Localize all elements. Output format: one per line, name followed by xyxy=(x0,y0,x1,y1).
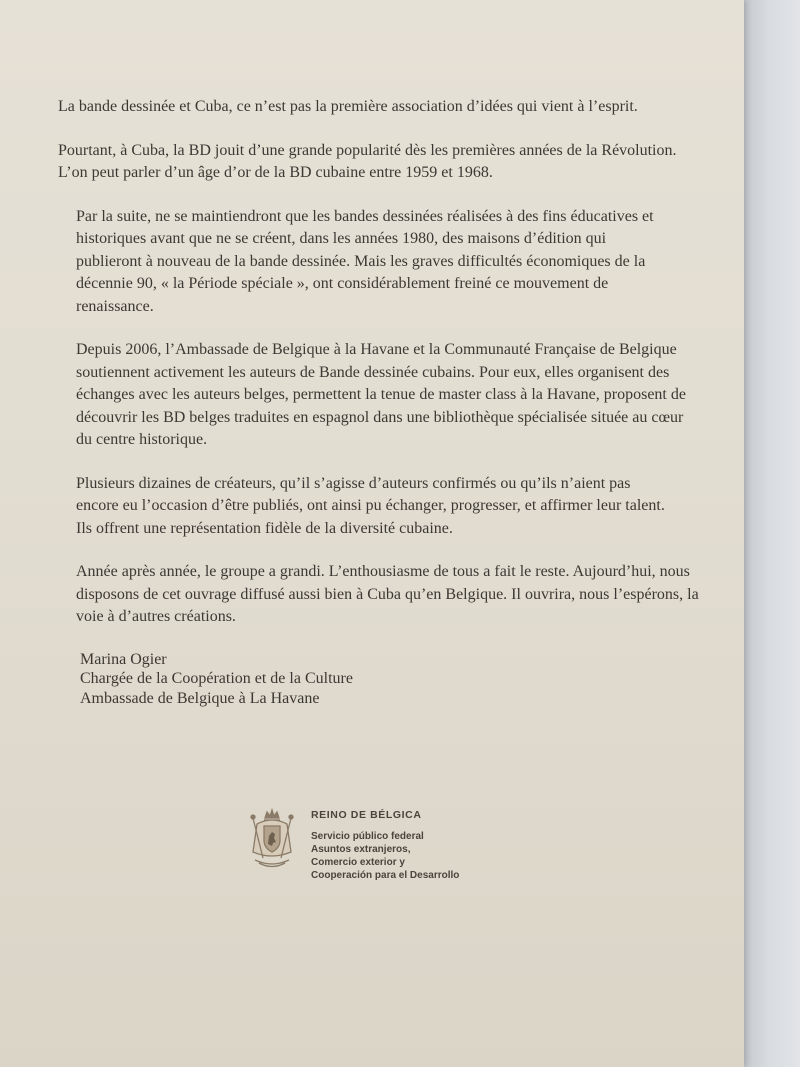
signature-role: Chargée de la Coopération et de la Culture xyxy=(80,670,353,687)
ministry-line: Comercio exterior y xyxy=(311,857,405,868)
ministry-title: REINO DE BÉLGICA xyxy=(311,809,422,821)
belgian-royal-coat-of-arms-icon xyxy=(245,808,299,870)
paragraph-3: Par la suite, ne se maintiendront que les bandes dessinées réalisées à des fins éducatives et historiques avant que ne se créent, dans les années 1980, des maisons d’édition qui publieront à nouveau de la bande dessinée. Mais les graves difficultés économiques de la décennie 90, « la Période spéciale », ont considérablement freiné ce mouvement de renaissance. xyxy=(76,207,654,315)
ministry-line: Asuntos extranjeros, xyxy=(311,844,411,855)
paragraph-4: Depuis 2006, l’Ambassade de Belgique à la Havane et la Communauté Française de Belgique soutiennent activement les auteurs de Bande dessinée cubains. Pour eux, elles organisent des échanges avec les auteurs belges, permettent la tenue de master class à la Havane, proposent de découvrir les BD belges traduites en espagnol dans une bibliothèque spécialisée située au cœur du centre historique. xyxy=(76,341,686,448)
paragraph-2: Pourtant, à Cuba, la BD jouit d’une grande popularité dès les premières années de la Révolution. L’on peut parler d’un âge d’or de la BD cubaine entre 1959 et 1968. xyxy=(58,141,677,181)
preface-text xyxy=(58,96,698,708)
ministry-line: Servicio público federal xyxy=(311,831,424,842)
signature-name: Marina Ogier xyxy=(80,650,167,668)
background-surface xyxy=(742,0,800,1067)
ministry-line: Cooperación para el Desarrollo xyxy=(311,870,460,881)
paragraph-5: Plusieurs dizaines de créateurs, qu’il s’agisse d’auteurs confirmés ou qu’ils n’aient pas encore eu l’occasion d’être publiés, ont ainsi pu échanger, progresser, et affirmer leur talent. Ils offrent une représentation fidèle de la diversité cubaine. xyxy=(76,474,665,537)
paragraph-1: La bande dessinée et Cuba, ce n’est pas la première association d’idées qui vient à l’esprit. xyxy=(58,98,638,115)
ministry-block xyxy=(311,809,459,882)
paragraph-6: Année après année, le groupe a grandi. L’enthousiasme de tous a fait le reste. Aujourd’hui, nous disposons de cet ouvrage diffusé aussi bien à Cuba qu’en Belgique. Il ouvrira, nous l’espérons, la voie à d’autres créations. xyxy=(76,563,699,625)
signature-organization: Ambassade de Belgique à La Havane xyxy=(80,689,320,707)
signature-block xyxy=(80,650,698,709)
